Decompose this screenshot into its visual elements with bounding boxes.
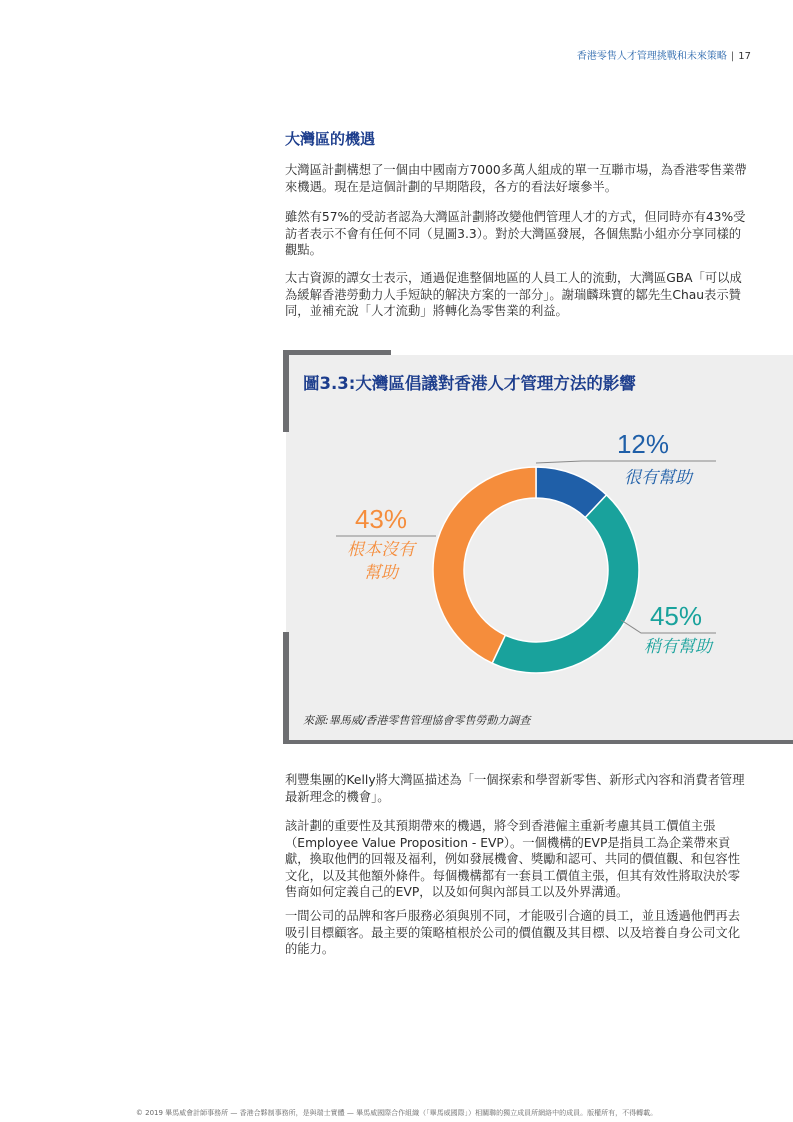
slice-somewhat-helpful	[492, 495, 639, 673]
page-number: 17	[738, 51, 751, 62]
label-not-helpful	[336, 504, 436, 583]
figure-title: 圖3.3:大灣區倡議對香港人才管理方法的影響	[303, 374, 636, 393]
value-label-very-helpful: 12%	[616, 429, 670, 459]
label-somewhat-helpful	[621, 601, 716, 657]
paragraph-1: 大灣區計劃構想了一個由中國南方7000多萬人組成的單一互聯市場，為香港零售業帶來機遇。現在是這個計劃的早期階段，各方的看法好壞參半。	[285, 163, 747, 194]
slice-not-helpful	[433, 467, 536, 663]
category-label-not-helpful-line1: 根本沒有	[347, 540, 415, 560]
category-label-not-helpful-line2: 幫助	[364, 563, 398, 583]
header-separator: |	[730, 51, 735, 62]
donut-slices	[433, 467, 639, 673]
section-heading: 大灣區的機遇	[285, 130, 376, 148]
figure-source: 來源:畢馬威/香港零售管理協會零售勞動力調查	[303, 714, 531, 727]
header-title: 香港零售人才管理挑戰和未來策略	[576, 51, 727, 62]
paragraph-4: 利豐集團的Kelly將大灣區描述為「一個探索和學習新零售、新形式內容和消費者管理最新理念的機會」。	[285, 773, 745, 804]
category-label-somewhat-helpful: 稍有幫助	[644, 637, 712, 657]
value-label-somewhat-helpful: 45%	[649, 601, 703, 631]
value-label-not-helpful: 43%	[354, 504, 408, 534]
paragraph-6: 一間公司的品牌和客戶服務必須與別不同，才能吸引合適的員工，並且透過他們再去吸引目標顧客。最主要的策略植根於公司的價值觀及其目標、以及培養自身公司文化的能力。	[285, 909, 740, 956]
paragraph-3: 太古資源的譚女士表示，通過促進整個地區的人員工人的流動，大灣區GBA「可以成為緩解香港勞動力人手短缺的解決方案的一部分」。謝瑞麟珠寶的鄒先生Chau表示贊同，並補充說「人才流動」將轉化為零售業的利益。	[285, 271, 742, 318]
figure-frame-bottom	[283, 740, 793, 744]
category-label-very-helpful: 很有幫助	[624, 468, 692, 488]
donut-chart	[286, 355, 793, 705]
page-footer: © 2019 畢馬威會計師事務所 — 香港合夥制事務所，是與瑞士實體 — 畢馬威國際合作組織（「畢馬威國際」）相關聯的獨立成員所網絡中的成員。版權所有，不得轉載。	[135, 1109, 658, 1117]
paragraph-5: 該計劃的重要性及其預期帶來的機遇，將令到香港僱主重新考慮其員工價值主張（Employee Value Proposition - EVP）。一個機構的EVP是指員工為企業帶來貢獻，換取他們的回報及福利，例如發展機會、獎勵和認可、共同的價值觀、和包容性文化，以及其他額外條件。每個機構都有一套員工價值主張，但其有效性將取決於零售商如何定義自己的EVP，以及如何與內部員工以及外界溝通。	[285, 819, 740, 899]
leader-line-very-helpful	[536, 461, 716, 463]
page-header	[577, 47, 751, 62]
paragraph-2: 雖然有57%的受訪者認為大灣區計劃將改變他們管理人才的方式，但同時亦有43%受訪者表示不會有任何不同（見圖3.3）。對於大灣區發展，各個焦點小組亦分享同樣的觀點。	[285, 210, 746, 257]
